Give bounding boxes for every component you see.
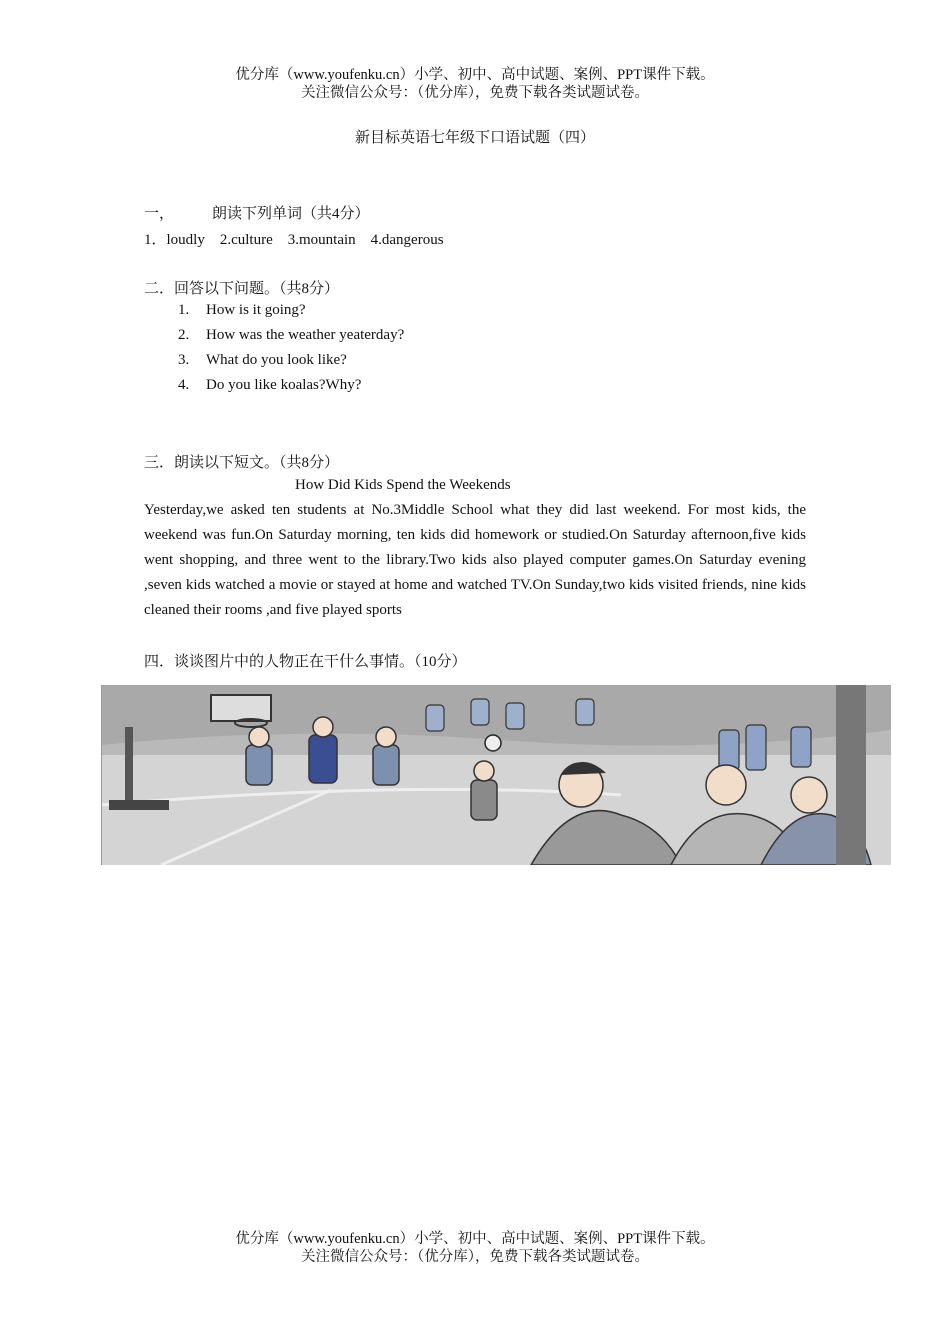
question-4 xyxy=(178,377,361,394)
question-3 xyxy=(178,352,347,369)
playground-illustration xyxy=(101,685,891,865)
section3-heading: 三．朗读以下短文。（共8分） xyxy=(144,455,340,471)
section1-title: 朗读下列单词（共4分） xyxy=(212,206,370,222)
header-line-1: 优分库（www.youfenku.cn）小学、初中、高中试题、案例、PPT课件下载。 xyxy=(235,67,715,83)
footer-line-1: 优分库（www.youfenku.cn）小学、初中、高中试题、案例、PPT课件下载。 xyxy=(235,1231,715,1247)
question-number: 4. xyxy=(178,377,190,393)
page-title: 新目标英语七年级下口语试题（四） xyxy=(354,130,595,146)
section1-words: 1．loudly 2.culture 3.mountain 4.dangerous xyxy=(144,232,444,248)
passage-text: Yesterday,we asked ten students at No.3Middle School what they did last weekend. For most kids, the weekend was fun.On Saturday morning, ten kids did homework or studied.On Saturday afternoon,five kids went shopping, and three went to the library.Two kids also played computer games.On Saturday evening ,seven kids watched a movie or stayed at home and watched TV.On Sunday,two kids visited friends, nine kids cleaned their rooms ,and five played sports xyxy=(144,502,806,618)
page-header xyxy=(0,66,950,102)
question-text: Do you like koalas?Why? xyxy=(206,377,362,393)
question-1 xyxy=(178,302,306,319)
question-text: How was the weather yeaterday? xyxy=(206,327,405,343)
section2-heading: 二．回答以下问题。（共8分） xyxy=(144,281,340,297)
section4-heading: 四．谈谈图片中的人物正在干什么事情。（10分） xyxy=(144,654,467,670)
header-line-2: 关注微信公众号：（优分库），免费下载各类试题试卷。 xyxy=(301,85,649,101)
page-footer xyxy=(0,1230,950,1266)
section1-number: 一， xyxy=(144,206,175,222)
question-text: How is it going? xyxy=(206,302,306,318)
question-number: 2. xyxy=(178,327,190,343)
section1-heading xyxy=(144,202,370,223)
passage-title: How Did Kids Spend the Weekends xyxy=(295,477,511,493)
question-2 xyxy=(178,327,404,344)
question-number: 3. xyxy=(178,352,190,368)
footer-line-2: 关注微信公众号：（优分库），免费下载各类试题试卷。 xyxy=(301,1249,649,1265)
question-number: 1. xyxy=(178,302,190,318)
question-text: What do you look like? xyxy=(206,352,347,368)
